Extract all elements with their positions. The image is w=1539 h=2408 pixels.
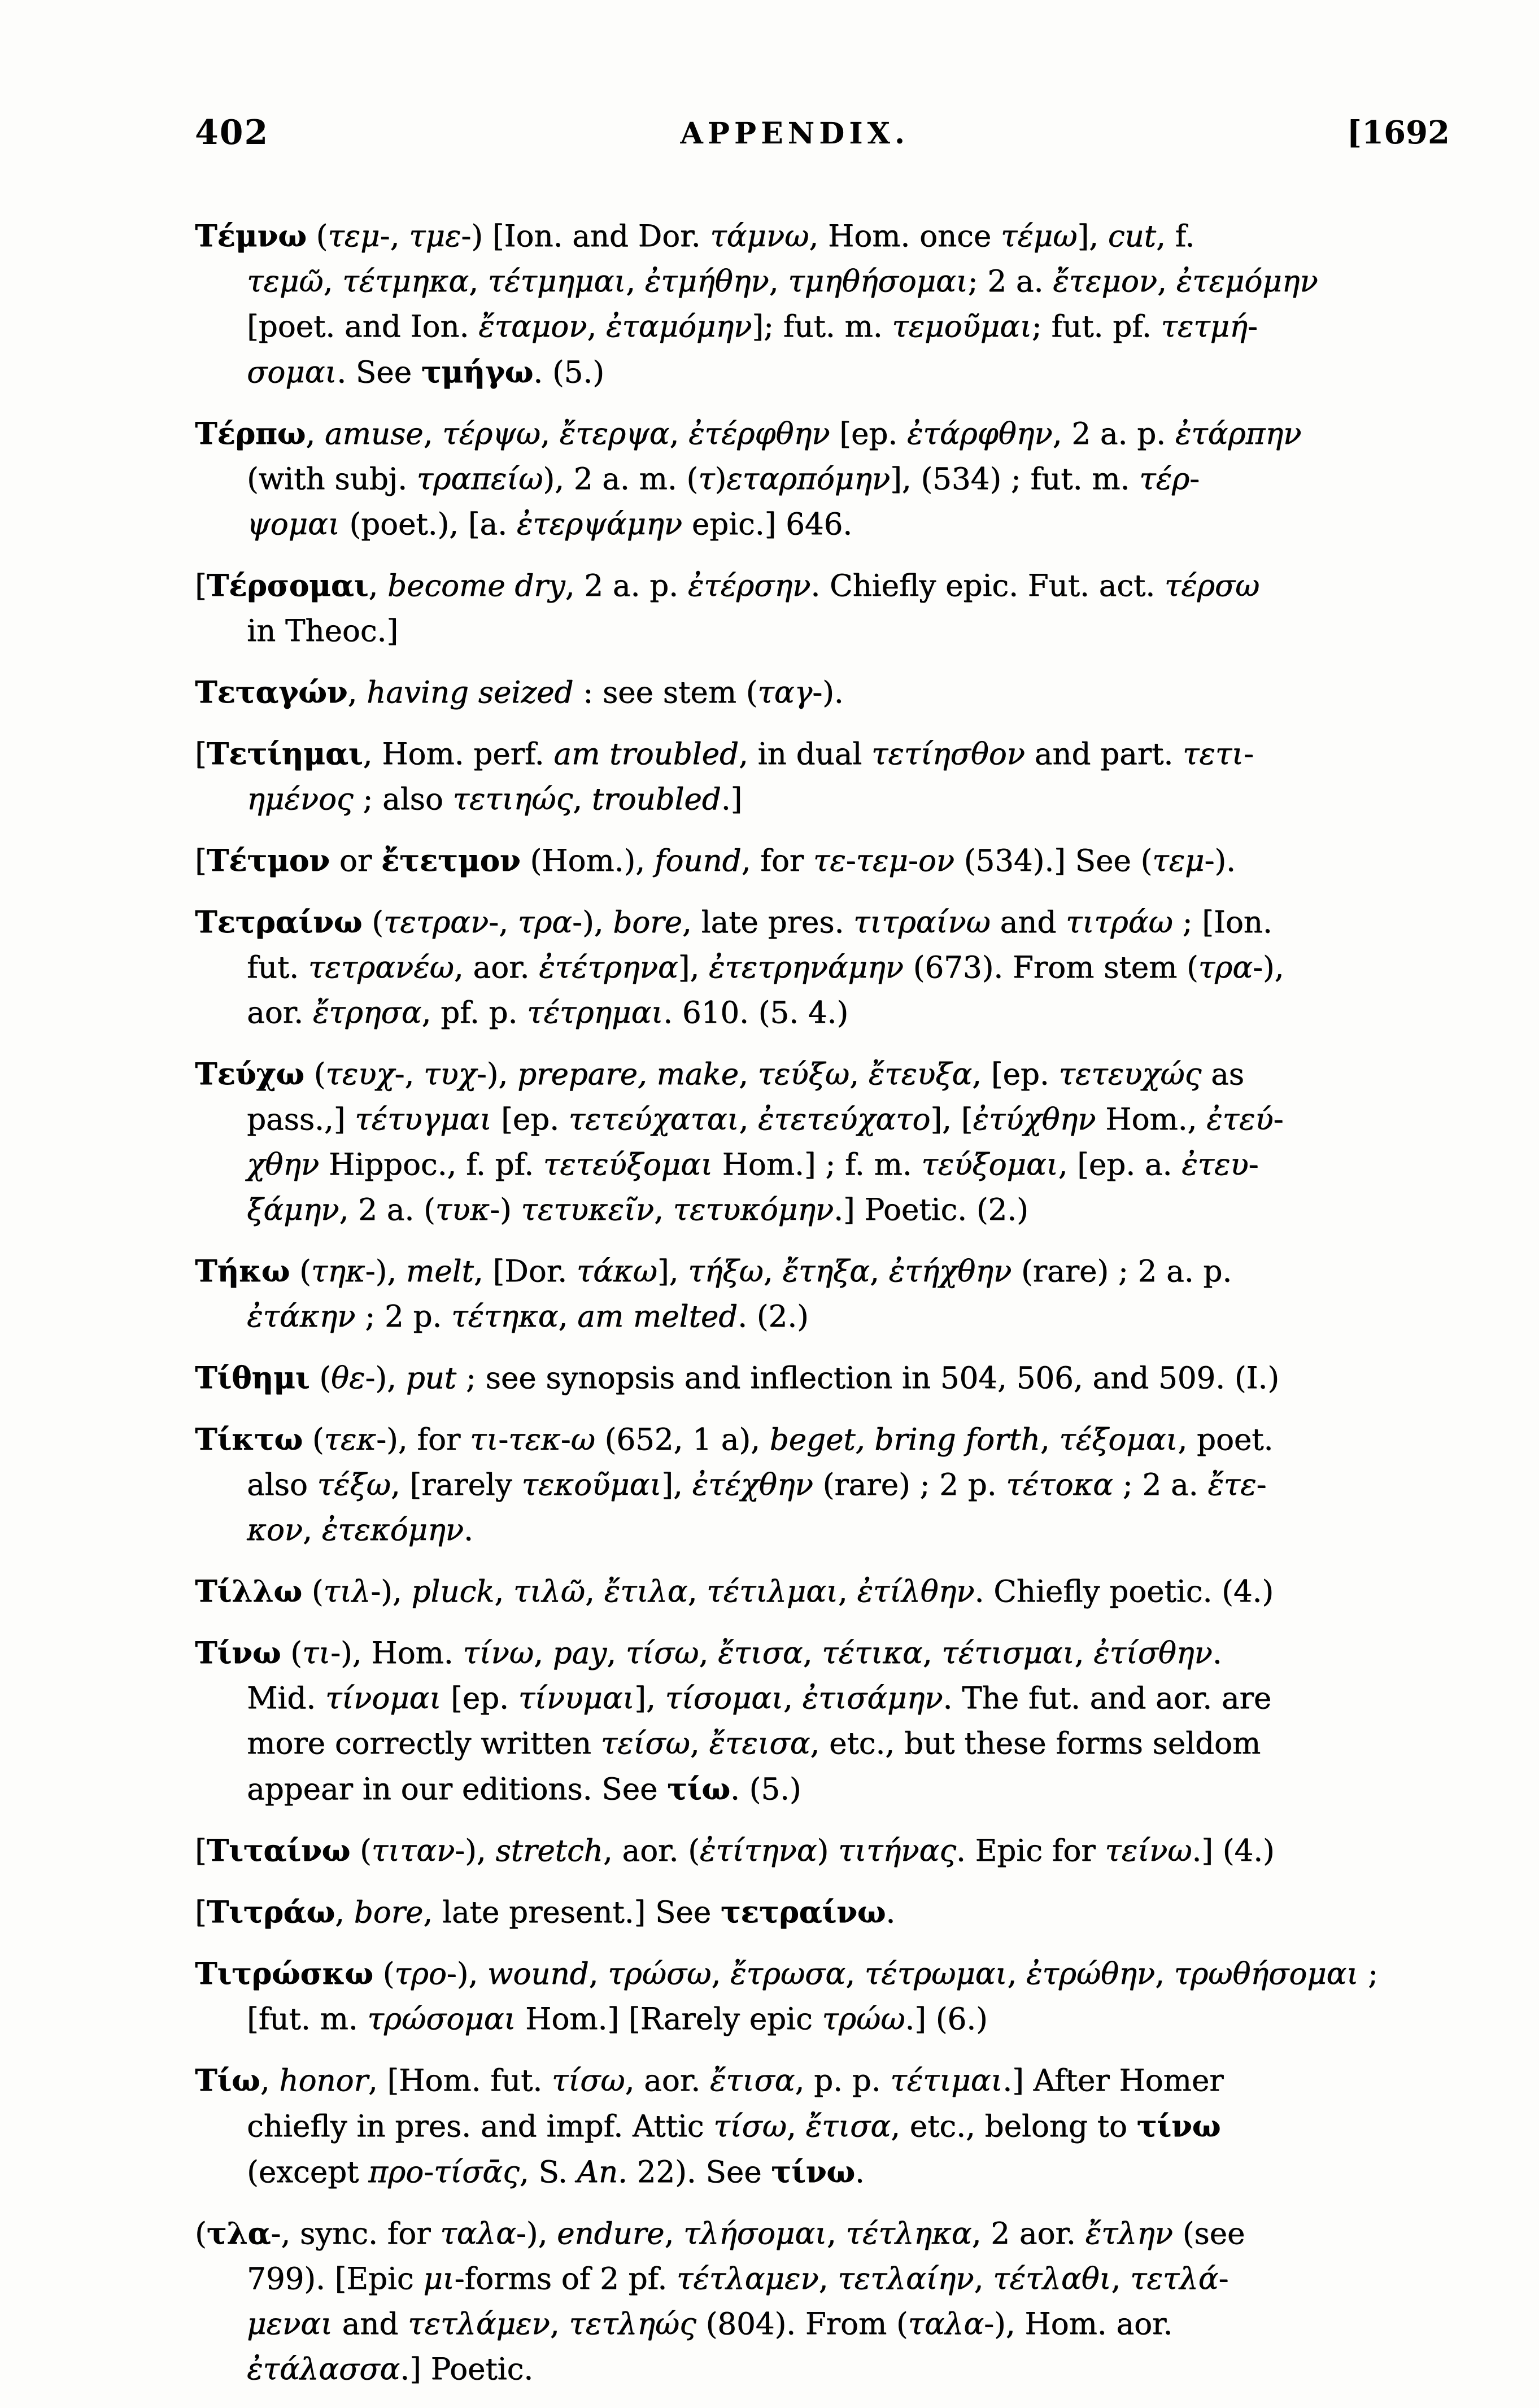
greek-word: ἐτίτηνα: [699, 1834, 817, 1868]
entry-line: (τλα-, sync. for ταλα-), endure, τλήσομαι, τέτληκα, 2 aor. ἔτλην (see: [195, 2216, 1245, 2251]
entry: [195, 213, 1387, 395]
gloss: wound: [487, 1957, 589, 1991]
greek-word: τετιηώς: [452, 782, 573, 817]
gloss: cut: [1108, 219, 1156, 254]
headword: Τέμνω: [195, 219, 307, 254]
greek-word: τετι: [1182, 737, 1244, 771]
entry-line: κον, ἐτεκόμην.: [247, 1513, 473, 1547]
greek-word: τεμοῦμαι: [892, 309, 1032, 344]
greek-word: τε: [813, 844, 846, 878]
headword: Τιταίνω: [206, 1833, 351, 1868]
entry-line: Τεταγών, having seized : see stem (ταγ-).: [195, 675, 844, 710]
greek-word: ἐτέρφθην: [688, 417, 830, 451]
greek-word: ω: [570, 1423, 595, 1457]
entry: [195, 2058, 1387, 2195]
greek-word: τέτλαθι: [993, 2262, 1111, 2296]
greek-word: τρο: [394, 1957, 447, 1991]
entry: [195, 900, 1387, 1036]
entry: [195, 1630, 1387, 1812]
entry-line: Τέρπω, amuse, τέρψω, ἔτερψα, ἐτέρφθην [ep. ἐτάρφθην, 2 a. p. ἐτάρπην: [195, 416, 1302, 451]
greek-word: τίσᾱς: [433, 2155, 520, 2189]
greek-word: τίσω: [625, 1636, 699, 1670]
entry: [195, 1052, 1387, 1233]
greek-word: τρώω: [822, 2002, 905, 2036]
gloss: endure: [557, 2217, 665, 2251]
greek-word: ημένος: [247, 782, 354, 817]
headword: τίνω: [1136, 2109, 1221, 2144]
greek-word: ἔτερψα: [559, 417, 670, 451]
gloss: stretch: [495, 1834, 603, 1868]
greek-word: χθην: [247, 1148, 319, 1182]
entry: [195, 1828, 1387, 1874]
entry-line: ψομαι (poet.), [a. ἐτερψάμην epic.] 646.: [247, 507, 853, 542]
greek-word: τέτιμαι: [890, 2064, 1003, 2098]
entry-line: Τέμνω (τεμ-, τμε-) [Ion. and Dor. τάμνω, Hom. once τέμω], cut, f.: [195, 219, 1195, 254]
greek-word: τεκ: [324, 1423, 376, 1457]
greek-word: τέρ: [1139, 462, 1190, 496]
greek-word: τέτοκα: [1006, 1468, 1113, 1502]
entry: [195, 670, 1387, 716]
greek-word: τετλά: [1130, 2262, 1219, 2296]
greek-word: τι: [470, 1423, 499, 1457]
greek-word: ταλα: [440, 2217, 516, 2251]
greek-word: τρώσω: [608, 1957, 712, 1991]
gloss: become dry: [387, 569, 565, 603]
greek-word: τευχ: [325, 1057, 395, 1092]
greek-word: τέτρωμαι: [864, 1957, 1008, 1991]
entry-line: Τίω, honor, [Hom. fut. τίσω, aor. ἔτισα, p. p. τέτιμαι.] After Homer: [195, 2063, 1224, 2098]
headword: Τεταγών: [195, 675, 348, 710]
headword: Τέρπω: [195, 416, 306, 451]
greek-word: ἔτε: [1207, 1468, 1257, 1502]
greek-word: τυκ: [435, 1193, 490, 1227]
gloss: bore: [613, 905, 682, 940]
greek-word: ἐτερψάμην: [516, 507, 682, 542]
entry-line: appear in our editions. See τίω. (5.): [247, 1772, 801, 1807]
greek-word: μι: [423, 2262, 455, 2296]
headword: τετραίνω: [720, 1895, 886, 1930]
entries: [195, 213, 1387, 2408]
gloss: troubled: [591, 782, 721, 817]
entry-line: [Τετίημαι, Hom. perf. am troubled, in dual τετίησθον and part. τετι-: [195, 736, 1254, 771]
greek-word: τεμ: [1152, 844, 1205, 878]
greek-word: ἔτλην: [1085, 2217, 1173, 2251]
entry-line: Τεύχω (τευχ-, τυχ-), prepare, make, τεύξω, ἔτευξα, [ep. τετευχώς as: [195, 1057, 1244, 1092]
greek-word: τέμω: [1000, 219, 1078, 254]
entry-line: fut. τετρανέω, aor. ἐτέτρηνα], ἐτετρηνάμην (673). From stem (τρα-),: [247, 950, 1284, 985]
greek-word: τμε: [409, 219, 461, 254]
greek-word: τίσω: [713, 2109, 787, 2144]
greek-word: ἐτετρηνάμην: [708, 950, 904, 985]
greek-word: τρα: [1198, 950, 1253, 985]
greek-word: προ: [368, 2155, 424, 2189]
greek-word: τέτμηκα: [342, 264, 469, 299]
greek-word: ἐτάρφθην: [906, 417, 1053, 451]
entry-line: Τετραίνω (τετραν-, τρα-), bore, late pres. τιτραίνω and τιτράω ; [Ion.: [195, 905, 1272, 940]
headword: τλα: [206, 2216, 271, 2251]
greek-word: τεμ: [856, 844, 908, 878]
greek-word: ἔτρωσα: [730, 1957, 846, 1991]
greek-word: τέτρημαι: [527, 996, 664, 1030]
entry: [195, 1890, 1387, 1935]
greek-word: τιτήνας: [838, 1834, 956, 1868]
greek-word: τιταν: [371, 1834, 455, 1868]
greek-word: τεκοῦμαι: [521, 1468, 662, 1502]
gloss: pay: [552, 1636, 607, 1670]
greek-word: τιτράω: [1066, 905, 1173, 940]
greek-word: ἐτετεύχατο: [757, 1102, 931, 1137]
entry-line: Τίκτω (τεκ-), for τι-τεκ-ω (652, 1 a), beget, bring forth, τέξομαι, poet.: [195, 1422, 1274, 1457]
greek-word: ἔταμον: [478, 309, 587, 344]
entry-line: chiefly in pres. and impf. Attic τίσω, ἔτισα, etc., belong to τίνω: [247, 2109, 1221, 2144]
headword: Τίλλω: [195, 1574, 302, 1609]
greek-word: τετμή: [1161, 309, 1248, 344]
entry-line: ημένος ; also τετιηώς, troubled.]: [247, 782, 743, 817]
gloss: honor: [279, 2064, 368, 2098]
greek-word: ταγ: [757, 675, 813, 710]
greek-word: τέτισμαι: [941, 1636, 1075, 1670]
greek-word: τετίησθον: [871, 737, 1025, 771]
greek-word: τετευχώς: [1058, 1057, 1202, 1092]
entry-line: also τέξω, [rarely τεκοῦμαι], ἐτέχθην (rare) ; 2 p. τέτοκα ; 2 a. ἔτε-: [247, 1468, 1267, 1502]
entry-line: σομαι. See τμήγω. (5.): [247, 355, 604, 390]
headword: Τέρσομαι: [206, 568, 369, 603]
headword: ἔτετμον: [381, 843, 521, 878]
entry-line: (with subj. τραπείω), 2 a. m. (τ)εταρπόμην], (534) ; fut. m. τέρ-: [247, 462, 1200, 496]
entry-line: in Theoc.]: [247, 614, 398, 648]
greek-word: τεύξω: [757, 1057, 849, 1092]
greek-word: σομαι: [247, 355, 337, 390]
greek-word: τρώσομαι: [367, 2002, 516, 2036]
greek-word: τάμνω: [710, 219, 809, 254]
headword: Τίθημι: [195, 1360, 310, 1395]
entry: [195, 838, 1387, 884]
entry: [195, 563, 1387, 654]
headword: Τήκω: [195, 1254, 290, 1289]
entry: [195, 1951, 1387, 2042]
entry: [195, 1569, 1387, 1615]
greek-word: ἔτηξα: [782, 1254, 870, 1289]
gloss: beget, bring forth: [769, 1423, 1040, 1457]
gloss: pluck: [411, 1574, 495, 1609]
greek-word: τέτυγμαι: [355, 1102, 492, 1137]
running-head: APPENDIX.: [680, 116, 910, 151]
greek-word: τετλαίην: [838, 2262, 974, 2296]
greek-word: τετραν: [383, 905, 489, 940]
greek-word: ἔτεμον: [1053, 264, 1157, 299]
entry-line: Mid. τίνομαι [ep. τίνυμαι], τίσομαι, ἐτισάμην. The fut. and aor. are: [247, 1681, 1272, 1716]
entry-line: τεμῶ, τέτμηκα, τέτμημαι, ἐτμήθην, τμηθήσομαι; 2 a. ἔτεμον, ἐτεμόμην: [247, 264, 1318, 299]
greek-word: ἔτευξα: [868, 1057, 973, 1092]
headword: τμήγω: [421, 355, 534, 390]
entry-line: [Τέρσομαι, become dry, 2 a. p. ἐτέρσην. Chiefly epic. Fut. act. τέρσω: [195, 568, 1260, 603]
greek-word: τιλ: [323, 1574, 371, 1609]
greek-word: τιλῶ: [513, 1574, 585, 1609]
entry: [195, 411, 1387, 547]
greek-word: τετυκόμην: [673, 1193, 834, 1227]
headword: Τετραίνω: [195, 905, 363, 940]
greek-word: κον: [247, 1513, 303, 1547]
headword: τίω: [667, 1772, 730, 1807]
entry: [195, 1355, 1387, 1401]
greek-word: τμηθήσομαι: [788, 264, 968, 299]
entry-line: Τιτρώσκω (τρο-), wound, τρώσω, ἔτρωσα, τέτρωμαι, ἐτρώθην, τρωθήσομαι ;: [195, 1956, 1378, 1991]
greek-word: θε: [330, 1361, 365, 1395]
entry-line: (except προ-τίσᾱς, S. An. 22). See τίνω.: [247, 2154, 865, 2189]
greek-word: τέρψω: [442, 417, 540, 451]
greek-word: τ: [698, 462, 715, 496]
greek-word: τλήσομαι: [683, 2217, 827, 2251]
gloss: amuse: [324, 417, 424, 451]
greek-word: ἔτισα: [717, 1636, 803, 1670]
greek-word: ον: [918, 844, 954, 878]
headword: Τέτμον: [206, 843, 330, 878]
greek-word: τεμ: [328, 219, 380, 254]
greek-word: ἐτεκόμην: [321, 1513, 464, 1547]
greek-word: τέτιλμαι: [707, 1574, 838, 1609]
greek-word: τείνω: [1105, 1834, 1192, 1868]
greek-word: μεναι: [247, 2307, 333, 2341]
greek-word: ἐτισάμην: [802, 1681, 943, 1716]
greek-word: ἔτρησα: [312, 996, 422, 1030]
entry: [195, 731, 1387, 822]
greek-word: ἔτισα: [709, 2064, 795, 2098]
entry: [195, 1417, 1387, 1553]
entry-line: χθην Hippoc., f. pf. τετεύξομαι Hom.] ; f. m. τεύξομαι, [ep. a. ἐτευ-: [247, 1148, 1259, 1182]
greek-word: τέτηκα: [451, 1299, 559, 1334]
greek-word: ἔτισα: [805, 2109, 891, 2144]
greek-word: ἔτιλα: [604, 1574, 688, 1609]
greek-word: ταλα: [908, 2307, 984, 2341]
greek-word: τηκ: [311, 1254, 365, 1289]
gloss: having seized: [367, 675, 574, 710]
greek-word: ἐτμήθην: [644, 264, 769, 299]
greek-word: εταρπόμην: [726, 462, 890, 496]
greek-word: τίνω: [463, 1636, 534, 1670]
greek-word: ἐταμόμην: [605, 309, 752, 344]
greek-word: τρωθήσομαι: [1174, 1957, 1359, 1991]
greek-word: τέρσω: [1164, 569, 1260, 603]
greek-word: τέτικα: [822, 1636, 923, 1670]
greek-word: τέξομαι: [1059, 1423, 1178, 1457]
greek-word: ἐτέχθην: [692, 1468, 813, 1502]
entry-line: Τίνω (τι-), Hom. τίνω, pay, τίσω, ἔτισα, τέτικα, τέτισμαι, ἐτίσθην.: [195, 1635, 1222, 1670]
greek-word: τίσω: [551, 2064, 625, 2098]
greek-word: τεκ: [508, 1423, 561, 1457]
greek-word: τι: [302, 1636, 330, 1670]
gloss: prepare, make: [517, 1057, 739, 1092]
entry-line: Τήκω (τηκ-), melt, [Dor. τάκω], τήξω, ἔτηξα, ἐτήχθην (rare) ; 2 a. p.: [195, 1254, 1232, 1289]
greek-word: τετλάμεν: [408, 2307, 550, 2341]
headword: Τίκτω: [195, 1422, 303, 1457]
headword: Τιτράω: [206, 1895, 335, 1930]
greek-word: τίνυμαι: [518, 1681, 635, 1716]
entry-line: [Τέτμον or ἔτετμον (Hom.), found, for τε-τεμ-ον (534).] See (τεμ-).: [195, 843, 1236, 878]
greek-word: τετεύχαται: [568, 1102, 739, 1137]
greek-word: τέξω: [317, 1468, 391, 1502]
greek-word: τείσω: [600, 1726, 690, 1761]
headword: Τίνω: [195, 1635, 281, 1670]
greek-word: τέτλαμεν: [676, 2262, 819, 2296]
headword: Τεύχω: [195, 1057, 304, 1092]
greek-word: τετεύξομαι: [543, 1148, 713, 1182]
headword: Τιτρώσκω: [195, 1956, 373, 1991]
greek-word: τετρανέω: [308, 950, 454, 985]
page-header: [195, 111, 1450, 162]
greek-word: τιτραίνω: [853, 905, 991, 940]
greek-word: ξάμην: [247, 1193, 339, 1227]
greek-word: ἐτίσθην: [1093, 1636, 1213, 1670]
greek-word: ἐτίλθην: [857, 1574, 975, 1609]
gloss: am troubled: [553, 737, 739, 771]
greek-word: ἐτάκην: [247, 1299, 356, 1334]
greek-word: ἐτέτρηνα: [539, 950, 678, 985]
greek-word: ἐτύχθην: [973, 1102, 1096, 1137]
greek-word: ἐτευ: [1182, 1148, 1249, 1182]
entry-line: [fut. m. τρώσομαι Hom.] [Rarely epic τρώω.] (6.): [247, 2002, 988, 2036]
greek-word: ἐτήχθην: [888, 1254, 1012, 1289]
greek-word: τάκω: [576, 1254, 657, 1289]
greek-word: ἐτρώθην: [1026, 1957, 1155, 1991]
page-number: 402: [195, 113, 269, 152]
greek-word: τρα: [517, 905, 572, 940]
entry-line: pass.,] τέτυγμαι [ep. τετεύχαται, ἐτετεύχατο], [ἐτύχθην Hom., ἐτεύ-: [247, 1102, 1284, 1137]
headword: τίνω: [771, 2154, 855, 2189]
greek-word: τεύξομαι: [921, 1148, 1058, 1182]
greek-word: τετυκεῖν: [521, 1193, 654, 1227]
greek-word: τετληώς: [569, 2307, 696, 2341]
section-ref: [1692: [1346, 114, 1450, 151]
greek-word: ἐτεύ: [1206, 1102, 1274, 1137]
greek-word: τίνομαι: [325, 1681, 442, 1716]
greek-word: τήξω: [688, 1254, 764, 1289]
entry-line: ἐτάλασσα.] Poetic.: [247, 2352, 534, 2387]
entry-line: ἐτάκην ; 2 p. τέτηκα, am melted. (2.): [247, 1299, 809, 1334]
entry-line: Τίθημι (θε-), put ; see synopsis and inflection in 504, 506, and 509. (I.): [195, 1360, 1279, 1395]
greek-word: τίσομαι: [665, 1681, 783, 1716]
entry-line: aor. ἔτρησα, pf. p. τέτρημαι. 610. (5. 4.): [247, 996, 848, 1030]
gloss: melt: [406, 1254, 474, 1289]
entry-line: 799). [Epic μι-forms of 2 pf. τέτλαμεν, τετλαίην, τέτλαθι, τετλά-: [247, 2262, 1229, 2296]
entry-line: Τίλλω (τιλ-), pluck, τιλῶ, ἔτιλα, τέτιλμαι, ἐτίλθην. Chiefly poetic. (4.): [195, 1574, 1274, 1609]
greek-word: ἔτεισα: [709, 1726, 810, 1761]
greek-word: ἐτάλασσα: [247, 2352, 400, 2387]
entry-line: ξάμην, 2 a. (τυκ-) τετυκεῖν, τετυκόμην.] Poetic. (2.): [247, 1193, 1028, 1227]
gloss: An.: [577, 2155, 627, 2189]
entry-line: [Τιτράω, bore, late present.] See τετραίνω.: [195, 1895, 896, 1930]
greek-word: ἐτάρπην: [1175, 417, 1302, 451]
entry-line: [poet. and Ion. ἔταμον, ἐταμόμην]; fut. m. τεμοῦμαι; fut. pf. τετμή-: [247, 309, 1258, 344]
headword: Τετίημαι: [206, 736, 363, 771]
greek-word: ψομαι: [247, 507, 340, 542]
headword: Τίω: [195, 2063, 260, 2098]
entry-line: more correctly written τείσω, ἔτεισα, etc., but these forms seldom: [247, 1726, 1261, 1761]
gloss: found: [654, 844, 742, 878]
greek-word: ἐτέρσην: [687, 569, 811, 603]
entry: [195, 2211, 1387, 2392]
greek-word: τυχ: [424, 1057, 477, 1092]
greek-word: τραπείω: [416, 462, 543, 496]
gloss: am melted: [577, 1299, 738, 1334]
gloss: put: [406, 1361, 456, 1395]
entry: [195, 1249, 1387, 1340]
greek-word: τεμῶ: [247, 264, 324, 299]
greek-word: τέτμημαι: [487, 264, 626, 299]
greek-word: ἐτεμόμην: [1176, 264, 1318, 299]
gloss: bore: [354, 1895, 424, 1930]
greek-word: τέτληκα: [845, 2217, 972, 2251]
entry-line: μεναι and τετλάμεν, τετληώς (804). From (ταλα-), Hom. aor.: [247, 2307, 1173, 2341]
entry-line: [Τιταίνω (τιταν-), stretch, aor. (ἐτίτηνα) τιτήνας. Epic for τείνω.] (4.): [195, 1833, 1275, 1868]
